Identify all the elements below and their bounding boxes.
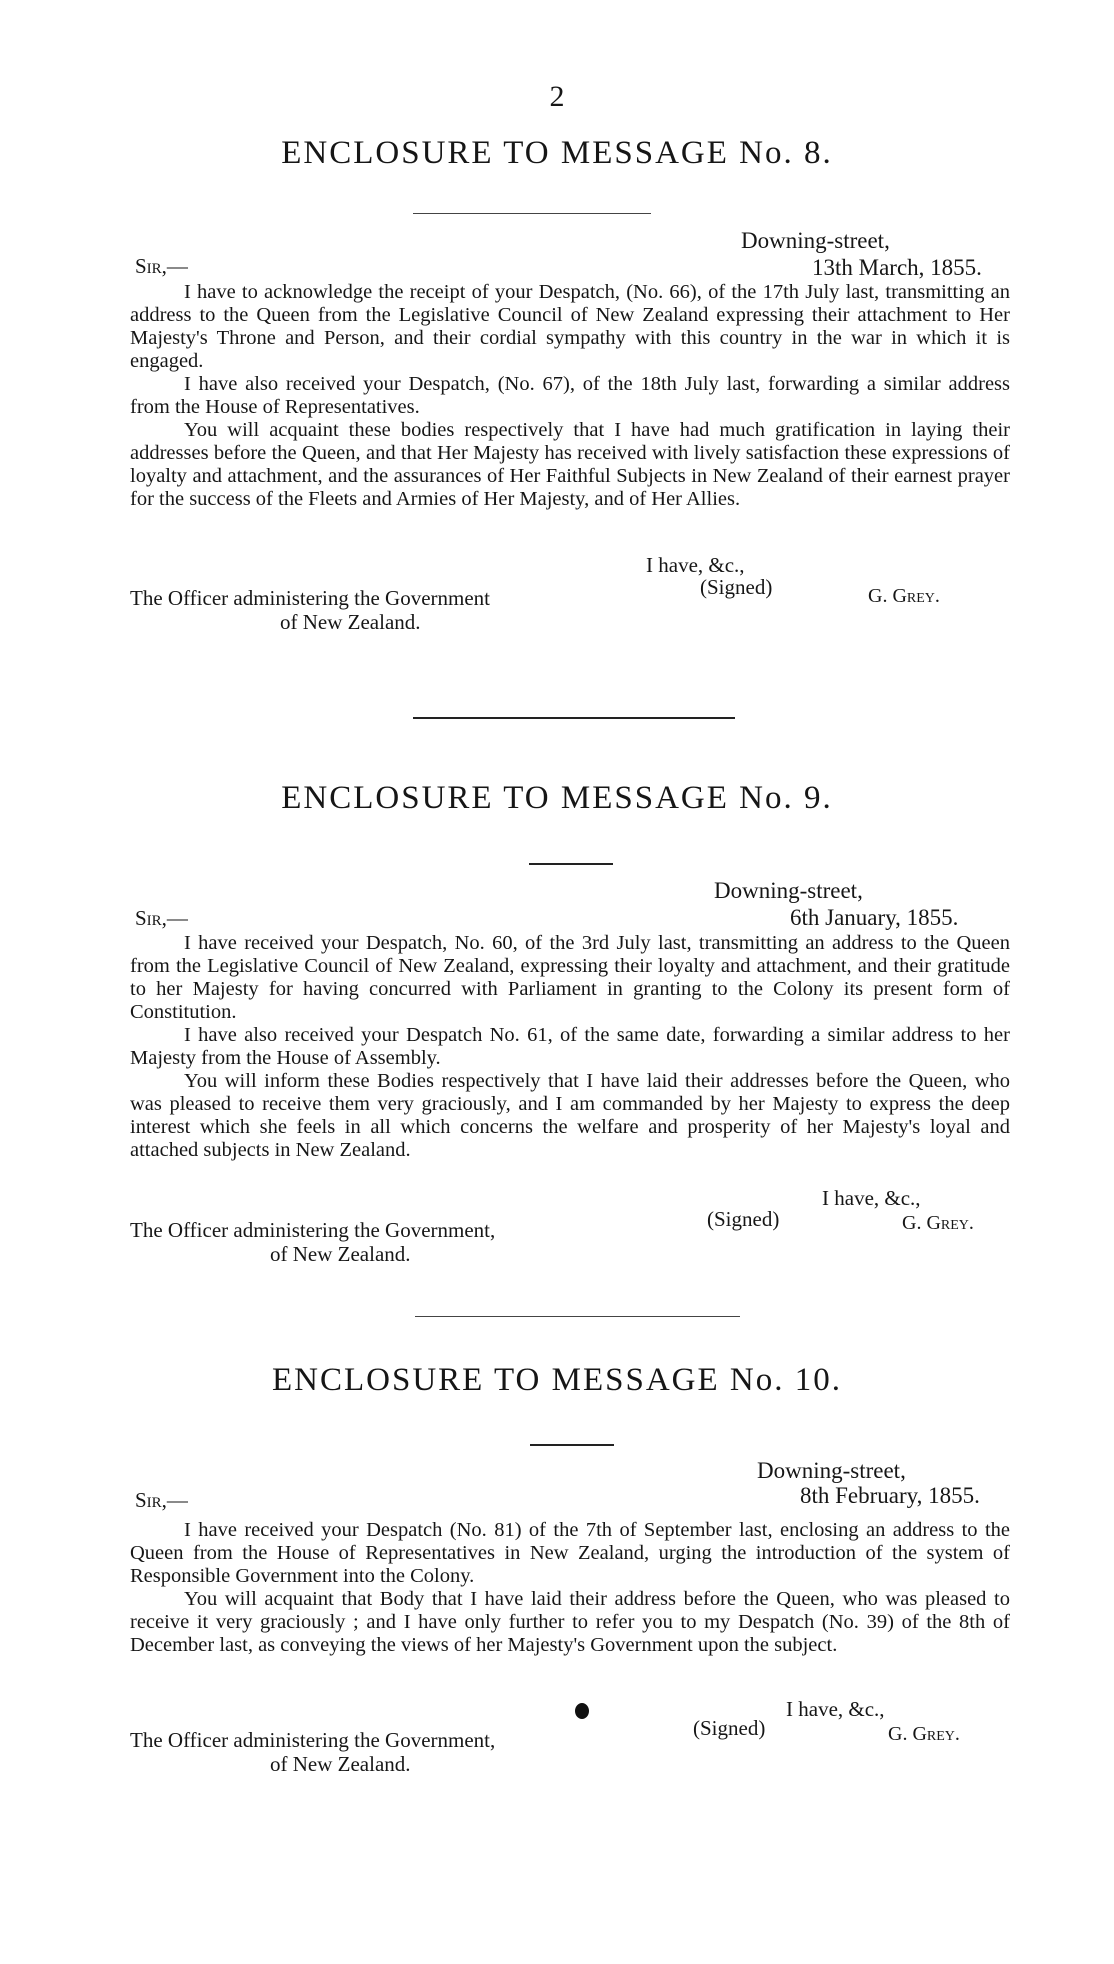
divider [529, 863, 613, 865]
enclosure-heading-text: ENCLOSURE TO MESSAGE [281, 135, 729, 171]
letter-body [130, 932, 1010, 1162]
closing: I have, &c., [646, 553, 745, 577]
place-line: Downing-street, [741, 228, 890, 253]
ink-blot [575, 1703, 589, 1719]
paragraph: I have received your Despatch, No. 60, of the 3rd July last, transmitting an address to the Queen from the Legislative Council of New Zealand, expressing their loyalty and attachment, and their gratitude to her Majesty for having concurred with Parliament in granting to the Colony its present form of Constitution. [130, 932, 1010, 1023]
date-line: 6th January, 1855. [790, 905, 959, 930]
signer-name: G. Grey. [868, 585, 940, 607]
paragraph: You will acquaint these bodies respectively that I have had much gratification in laying their addresses before the Queen, and that Her Majesty has received with lively satisfaction these expressions of loyalty and attachment, and the assurances of Her Faithful Subjects in New Zealand of their earnest prayer for the success of the Fleets and Armies of Her Majesty, and of Her Allies. [130, 419, 1010, 510]
letter-body [130, 1519, 1010, 1657]
date-line: 13th March, 1855. [812, 255, 982, 280]
paragraph: I have to acknowledge the receipt of your Despatch, (No. 66), of the 17th July last, transmitting an address to the Queen from the Legislative Council of New Zealand expressing their attachment to Her Majesty's Throne and Person, and their cordial sympathy with this country in the war in which it is engaged. [130, 281, 1010, 372]
signer-name: G. Grey. [888, 1723, 960, 1745]
enclosure-number: No. 10. [729, 1362, 842, 1398]
addressee-line: of New Zealand. [270, 1752, 411, 1776]
signer-name: G. Grey. [902, 1212, 974, 1234]
addressee-line: The Officer administering the Government, [130, 1218, 496, 1242]
paragraph: I have also received your Despatch No. 61, of the same date, forwarding a similar address to her Majesty from the House of Assembly. [130, 1024, 1010, 1069]
addressee [130, 586, 490, 634]
signed-label: (Signed) [700, 575, 773, 599]
enclosure-heading-text: ENCLOSURE TO MESSAGE [271, 1362, 720, 1398]
enclosure-9-heading [0, 780, 1114, 817]
salutation: Sir,— [135, 254, 188, 278]
addressee-line: of New Zealand. [280, 610, 421, 634]
addressee [130, 1218, 495, 1266]
enclosure-number: No. 9. [739, 780, 833, 816]
salutation: Sir,— [135, 1488, 188, 1512]
closing: I have, &c., [786, 1697, 885, 1721]
page-number: 2 [549, 80, 565, 113]
enclosure-8-heading [0, 135, 1114, 172]
signed-label: (Signed) [707, 1207, 780, 1231]
paragraph: I have received your Despatch (No. 81) of the 7th of September last, enclosing an address to the Queen from the House of Representatives in New Zealand, urging the introduction of the system of Responsible Government into the Colony. [130, 1519, 1010, 1587]
date-line: 8th February, 1855. [800, 1483, 980, 1508]
place-line: Downing-street, [757, 1458, 906, 1483]
enclosure-number: No. 8. [739, 135, 833, 171]
addressee [130, 1728, 495, 1776]
enclosure-heading-text: ENCLOSURE TO MESSAGE [281, 780, 729, 816]
signed-label: (Signed) [693, 1716, 766, 1740]
place-line: Downing-street, [714, 878, 863, 903]
addressee-line: The Officer administering the Government [130, 586, 490, 610]
salutation: Sir,— [135, 906, 188, 930]
paragraph: You will inform these Bodies respectively that I have laid their addresses before the Queen, who was pleased to receive them very graciously, and I am commanded by her Majesty to express the deep interest which she feels in all which concerns the welfare and prosperity of her Majesty's loyal and attached subjects in New Zealand. [130, 1070, 1010, 1161]
paragraph: I have also received your Despatch, (No. 67), of the 18th July last, forwarding a similar address from the House of Representatives. [130, 373, 1010, 418]
addressee-line: of New Zealand. [270, 1242, 411, 1266]
closing: I have, &c., [822, 1186, 921, 1210]
divider [530, 1444, 614, 1446]
addressee-line: The Officer administering the Government, [130, 1728, 496, 1752]
paragraph: You will acquaint that Body that I have laid their address before the Queen, who was pleased to receive it very graciously ; and I have only further to refer you to my Despatch (No. 39) of the 8th of December last, as conveying the views of her Majesty's Government upon the subject. [130, 1588, 1010, 1656]
letter-body [130, 281, 1010, 511]
section-divider [415, 1316, 740, 1317]
enclosure-10-heading [0, 1362, 1114, 1399]
divider [413, 213, 651, 214]
section-divider [413, 717, 735, 719]
